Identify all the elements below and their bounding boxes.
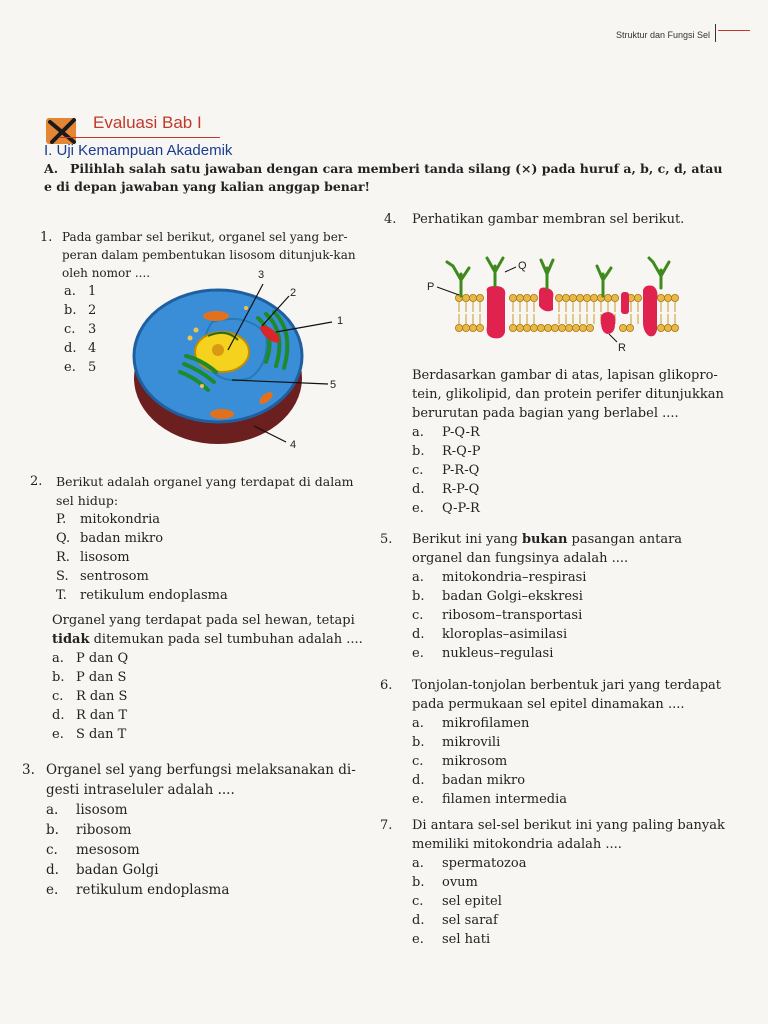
label-r: R <box>618 342 626 354</box>
option-d[interactable]: d. 4 <box>64 341 97 356</box>
nucleolus <box>212 344 224 356</box>
option-e[interactable]: e. filamen intermedia <box>412 792 568 807</box>
question-number: 2. <box>30 474 43 489</box>
option-c[interactable]: c. R dan S <box>52 689 128 704</box>
option-b[interactable]: b. ribosom <box>46 822 132 838</box>
option-b[interactable]: b. mikrovili <box>412 735 501 750</box>
option-d[interactable]: d. badan mikro <box>412 773 526 788</box>
question-stem: Berikut adalah organel yang terdapat di dalam sel hidup: <box>56 474 354 508</box>
question-number: 1. <box>40 230 53 245</box>
mitochondrion <box>203 311 229 321</box>
question-stem: Organel sel yang berfungsi melaksanakan di-gesti intraseluler adalah .... <box>46 762 356 798</box>
option-e[interactable]: e. retikulum endoplasma <box>46 882 230 898</box>
list-item: T. retikulum endoplasma <box>56 588 228 603</box>
question-number: 4. <box>384 212 397 227</box>
title-underline <box>60 137 220 138</box>
instructions-text: Pilihlah salah satu jawaban dengan cara memberi tanda silang (×) pada huruf a, b, c, d, atau e di depan jawaban yang kalian anggap benar! <box>44 161 723 194</box>
option-b[interactable]: b. P dan S <box>52 670 127 685</box>
option-e[interactable]: e. S dan T <box>52 727 127 742</box>
question-stem-2: Berdasarkan gambar di atas, lapisan glikopro-tein, glikolipid, dan protein perifer ditunjukkan berurutan pada bagian yang berlabel .... <box>412 368 724 421</box>
question-7 <box>380 816 736 949</box>
label-p: P <box>427 281 435 293</box>
question-number: 3. <box>22 762 35 778</box>
option-a[interactable]: a. mitokondria–respirasi <box>412 570 587 585</box>
header-divider <box>715 24 716 42</box>
label-1: 1 <box>337 315 344 327</box>
question-stem: Pada gambar sel berikut, organel sel yang ber-peran dalam pembentukan lisosom ditunjuk-kan oleh nomor .... <box>62 230 356 280</box>
organelle-list <box>56 510 370 605</box>
option-d[interactable]: d. badan Golgi <box>46 862 159 878</box>
option-c[interactable]: c. ribosom–transportasi <box>412 608 583 623</box>
glycoprotein-chains <box>447 258 669 296</box>
question-3 <box>22 760 370 900</box>
question-stem: Tonjolan-tonjolan berbentuk jari yang terdapat pada permukaan sel epitel dinamakan .... <box>412 678 722 712</box>
question-number: 7. <box>380 818 393 833</box>
list-item: R. lisosom <box>56 550 130 565</box>
question-5 <box>380 530 736 663</box>
question-4 <box>384 210 734 229</box>
label-2: 2 <box>290 287 297 299</box>
label-5: 5 <box>330 379 337 391</box>
option-c[interactable]: c. 3 <box>64 322 97 337</box>
question-stem: Perhatikan gambar membran sel berikut. <box>412 212 685 227</box>
option-e[interactable]: e. Q-P-R <box>412 501 480 516</box>
option-a[interactable]: a. spermatozoa <box>412 856 527 871</box>
option-a[interactable]: a. mikrofilamen <box>412 716 530 731</box>
option-b[interactable]: b. badan Golgi–ekskresi <box>412 589 583 604</box>
option-d[interactable]: d. kloroplas–asimilasi <box>412 627 568 642</box>
label-4: 4 <box>290 439 297 451</box>
question-4-body <box>412 366 734 518</box>
question-stem: Di antara sel-sel berikut ini yang paling banyak memiliki mitokondria adalah .... <box>412 818 725 852</box>
option-a[interactable]: a. 1 <box>64 284 97 299</box>
instructions <box>44 160 734 196</box>
question-stem-2: Organel yang terdapat pada sel hewan, tetapi tidak ditemukan pada sel tumbuhan adalah .... <box>52 613 363 647</box>
option-a[interactable]: a. P dan Q <box>52 651 129 666</box>
question-number: 6. <box>380 678 393 693</box>
section-title: I. Uji Kemampuan Akademik <box>44 142 233 159</box>
question-stem: Berikut ini yang bukan pasangan antara organel dan fungsinya adalah .... <box>412 532 683 566</box>
option-c[interactable]: c. P-R-Q <box>412 463 480 478</box>
label-q: Q <box>518 260 527 272</box>
list-item: S. sentrosom <box>56 569 149 584</box>
running-header: Struktur dan Fungsi Sel <box>615 30 710 40</box>
option-a[interactable]: a. P-Q-R <box>412 425 480 440</box>
option-b[interactable]: b. 2 <box>64 303 97 318</box>
mitochondrion <box>210 409 234 419</box>
header-accent-line <box>718 30 750 31</box>
question-number: 5. <box>380 532 393 547</box>
option-b[interactable]: b. R-Q-P <box>412 444 481 459</box>
question-2 <box>30 472 370 744</box>
cell-diagram <box>126 266 366 456</box>
evaluation-title: Evaluasi Bab I <box>93 113 202 132</box>
option-e[interactable]: e. 5 <box>64 360 97 375</box>
option-c[interactable]: c. mikrosom <box>412 754 508 769</box>
option-c[interactable]: c. sel epitel <box>412 894 502 909</box>
list-item: P. mitokondria <box>56 512 161 527</box>
label-3: 3 <box>258 269 265 281</box>
option-a[interactable]: a. lisosom <box>46 802 128 818</box>
option-e[interactable]: e. nukleus–regulasi <box>412 646 554 661</box>
option-c[interactable]: c. mesosom <box>46 842 140 858</box>
option-d[interactable]: d. sel saraf <box>412 913 498 928</box>
list-item: Q. badan mikro <box>56 531 164 546</box>
option-e[interactable]: e. sel hati <box>412 932 491 947</box>
option-d[interactable]: d. R-P-Q <box>412 482 480 497</box>
question-6 <box>380 676 736 809</box>
instructions-letter: A. <box>44 161 59 176</box>
option-b[interactable]: b. ovum <box>412 875 478 890</box>
option-d[interactable]: d. R dan T <box>52 708 128 723</box>
membrane-diagram <box>425 240 695 355</box>
